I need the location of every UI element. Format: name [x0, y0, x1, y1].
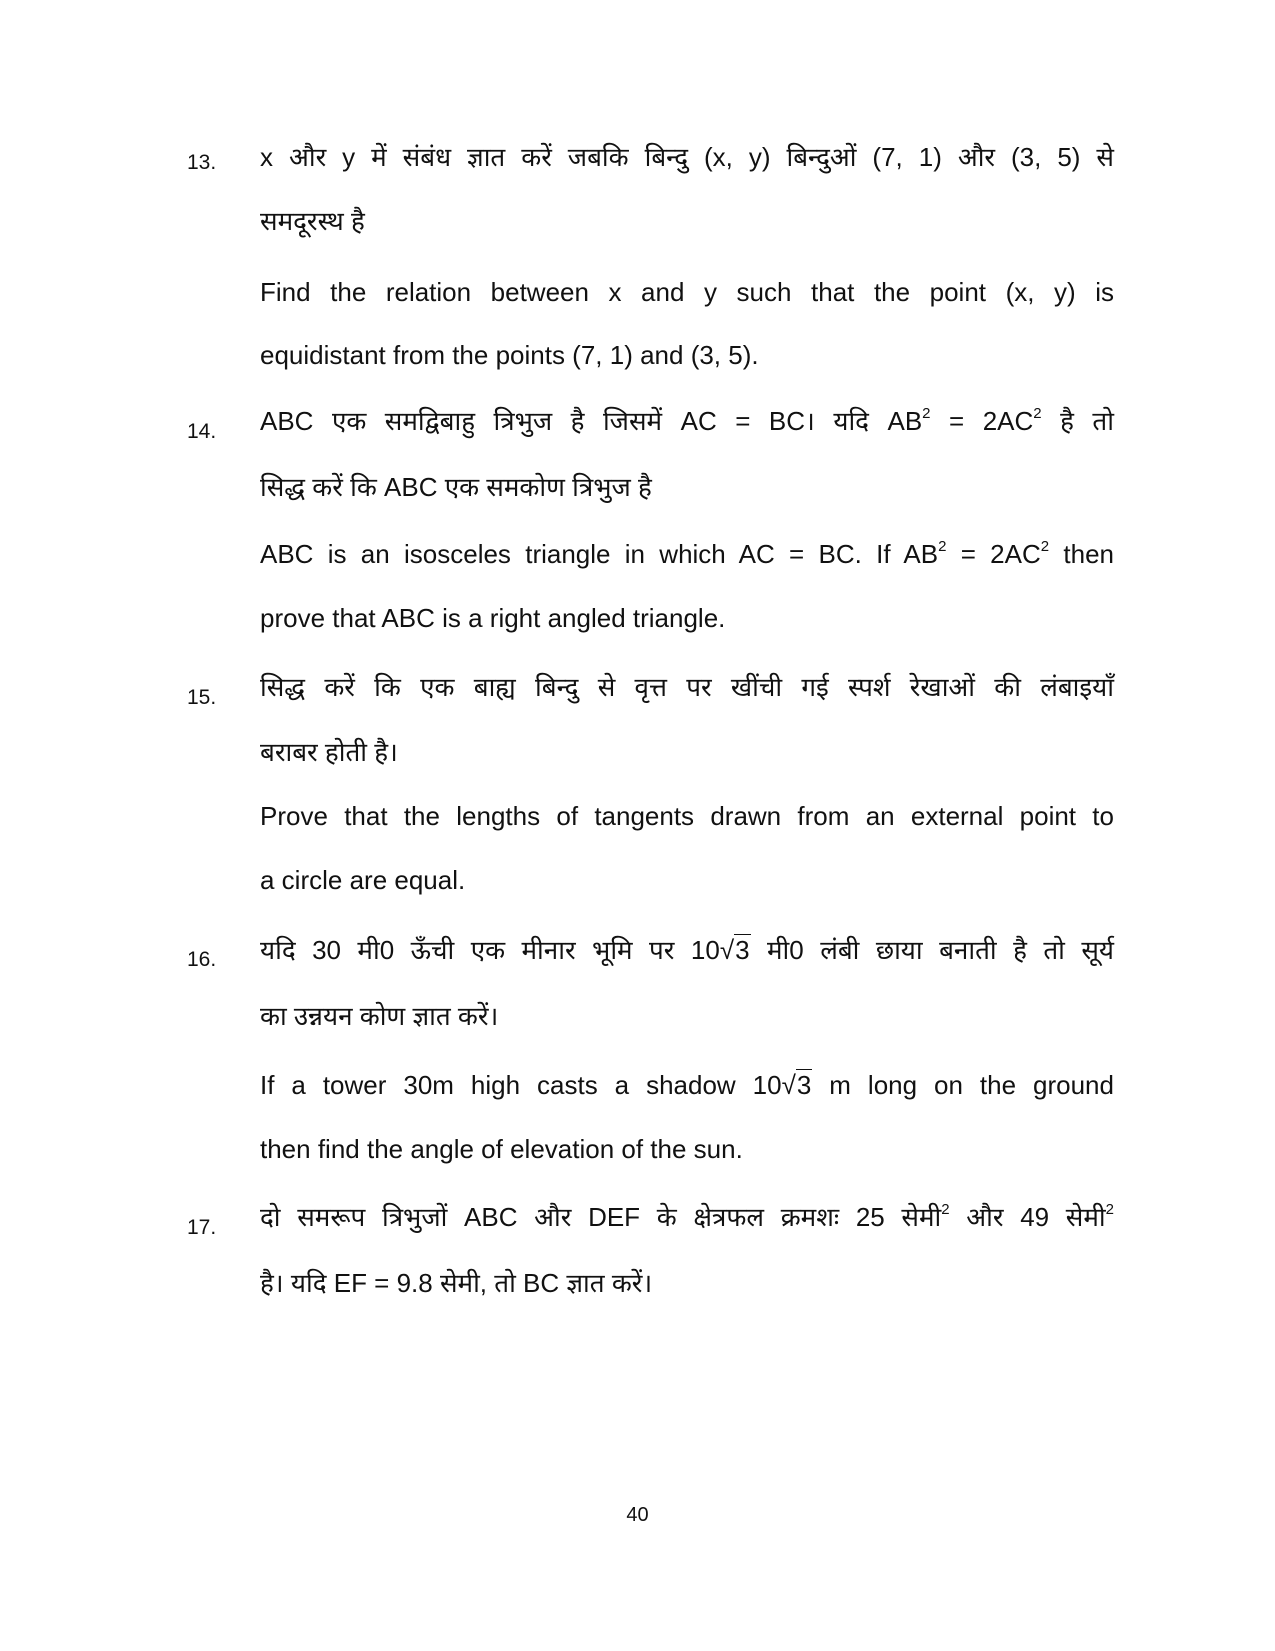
question-14-hindi-line-1: ABC एक समद्विबाहु त्रिभुज है जिसमें AC = BC। यदि $AB^2 = 2AC^2$ है तो	[260, 405, 1114, 436]
question-17-hindi-line-1: दो समरूप त्रिभुजों ABC और DEF के क्षेत्रफल क्रमशः 25 सेमी$^2$ और 49 सेमी$^2$	[260, 1201, 1114, 1232]
question-16-hindi-line-2: का उन्नयन कोण ज्ञात करें।	[260, 1001, 499, 1031]
question-13-number: 13.	[187, 151, 217, 174]
question-13-hindi-line-2: समदूरस्थ है	[260, 206, 365, 236]
question-15-hindi-line-1: सिद्ध करें कि एक बाह्य बिन्दु से वृत्त पर खींची गई स्पर्श रेखाओं की लंबाइयाँ	[260, 672, 1114, 702]
question-17-number: 17.	[187, 1216, 217, 1239]
question-17-hindi-line-2: है। यदि EF = 9.8 सेमी, तो BC ज्ञात करें।	[260, 1268, 653, 1298]
question-16-english-line-1: If a tower 30m high casts a shadow 10√3 m long on the ground	[260, 1070, 1114, 1100]
page-number: 40	[626, 1504, 649, 1526]
question-13-english-line-2: equidistant from the points (7, 1) and (3, 5).	[260, 340, 759, 370]
square-root-symbol: √3	[781, 1070, 812, 1100]
question-15-number: 15.	[187, 686, 217, 709]
question-13-hindi-line-1: x और y में संबंध ज्ञात करें जबकि बिन्दु (x, y) बिन्दुओं (7, 1) और (3, 5) से	[260, 142, 1114, 172]
question-15-english-line-1: Prove that the lengths of tangents drawn from an external point to	[260, 801, 1114, 831]
question-15-english-line-2: a circle are equal.	[260, 865, 466, 895]
question-16-english-line-2: then find the angle of elevation of the sun.	[260, 1134, 743, 1164]
question-14-hindi-line-2: सिद्ध करें कि ABC एक समकोण त्रिभुज है	[260, 472, 652, 502]
square-root-symbol: √3	[719, 935, 750, 965]
question-16-hindi-line-1: यदि 30 मी0 ऊँची एक मीनार भूमि पर 10√3 मी0 लंबी छाया बनाती है तो सूर्य	[260, 935, 1114, 965]
question-14-english-line-1: ABC is an isosceles triangle in which AC = BC. If $AB^2 = 2AC^2$ then	[260, 538, 1114, 569]
question-14-number: 14.	[187, 420, 217, 443]
question-16-number: 16.	[187, 948, 217, 971]
question-13-english-line-1: Find the relation between x and y such that the point (x, y) is	[260, 277, 1114, 307]
question-15-hindi-line-2: बराबर होती है।	[260, 737, 398, 767]
question-14-english-line-2: prove that ABC is a right angled triangle.	[260, 603, 726, 633]
